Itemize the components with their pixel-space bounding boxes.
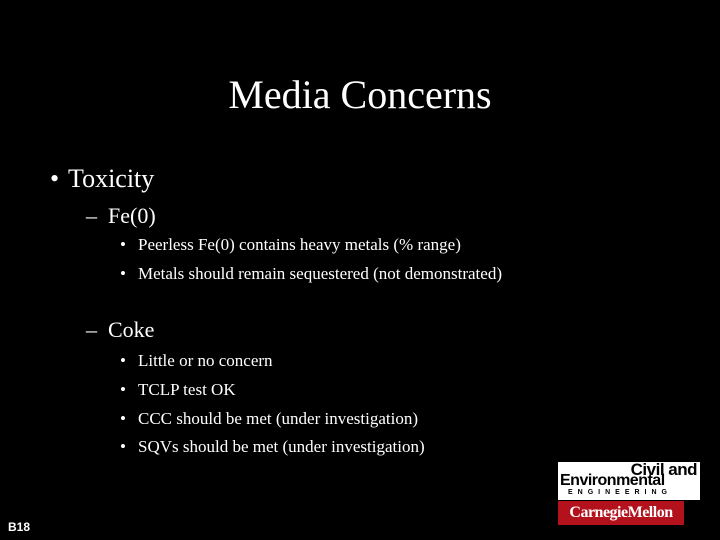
logo-top-panel [558, 462, 700, 500]
dash-icon: – [86, 317, 97, 342]
list-item [120, 350, 273, 372]
list-item-text: CCC should be met (under investigation) [138, 409, 418, 428]
dash-icon: – [86, 203, 97, 228]
cmu-cee-logo [558, 462, 700, 526]
slide-title: Media Concerns [228, 72, 492, 117]
subheading-label: Fe(0) [108, 203, 156, 228]
bullet-icon: • [50, 164, 60, 193]
slide-number: B18 [8, 520, 31, 534]
list-item-text: SQVs should be met (under investigation) [138, 437, 425, 456]
subheading-coke [86, 316, 154, 344]
bullet-icon: • [120, 235, 126, 254]
list-item [120, 408, 418, 430]
topic-label: Toxicity [68, 164, 155, 193]
bullet-icon: • [120, 351, 126, 370]
list-item [120, 379, 236, 401]
logo-line-engineering: ENGINEERING [568, 489, 673, 496]
list-item [120, 263, 502, 285]
bullet-icon: • [120, 409, 126, 428]
logo-carnegie-mellon: CarnegieMellon [558, 501, 684, 525]
logo-line-civil: Civil and [630, 460, 697, 479]
logo-line-environmental: Environmental [560, 472, 665, 489]
bullet-icon: • [120, 437, 126, 456]
list-item [120, 234, 461, 256]
list-item [120, 436, 425, 458]
list-item-text: Little or no concern [138, 351, 273, 370]
list-item-text: Metals should remain sequestered (not demonstrated) [138, 264, 502, 283]
list-item-text: TCLP test OK [138, 380, 236, 399]
bullet-icon: • [120, 264, 126, 283]
subheading-fe0 [86, 202, 156, 230]
bullet-icon: • [120, 380, 126, 399]
list-item-text: Peerless Fe(0) contains heavy metals (% range) [138, 235, 461, 254]
topic-item [50, 163, 154, 195]
subheading-label: Coke [108, 317, 155, 342]
